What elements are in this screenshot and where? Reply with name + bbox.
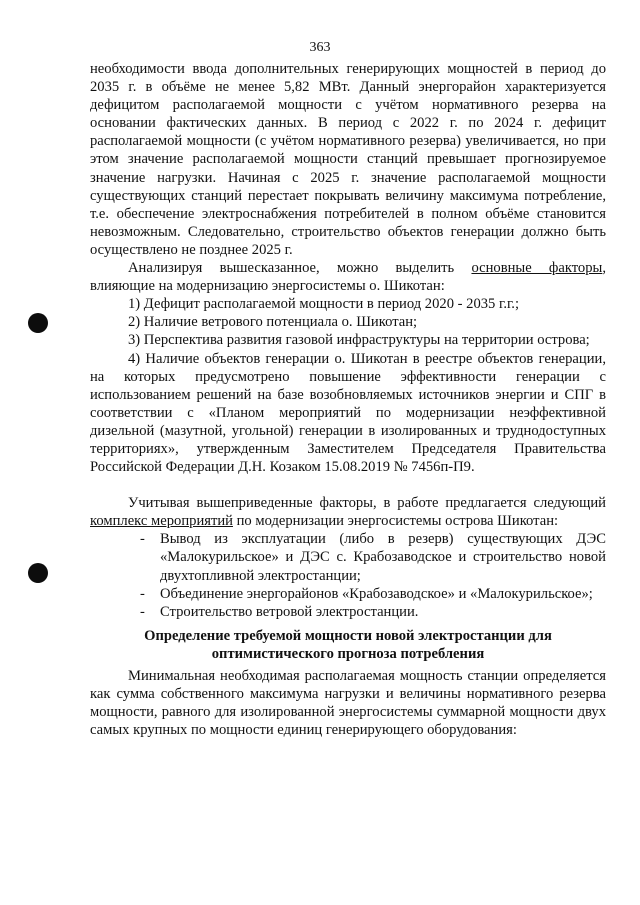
measure-text: Вывод из эксплуатации (либо в резерв) существующих ДЭС «Малокурильское» и ДЭС с. Крабозаводское и строительство новой двухтопливной электростанции; bbox=[160, 531, 606, 584]
paragraph-deficit: необходимости ввода дополнительных генерирующих мощностей в период до 2035 г. в объёме не менее 5,82 МВт. Данный энергорайон характеризуется дефицитом располагаемой мощности с учётом нормативного резерва на основании фактических данных. В период с 2022 г. по 2024 г. дефицит располагаемой мощности (с учётом нормативного резерва) увеличивается, но при этом значение располагаемой мощности станций превышает прогнозируемое значение нагрузки. Начиная с 2025 г. значение располагаемой мощности существующих станций перестает покрывать величину максимума потребление, т.е. обеспечение электроснабжения потребителей в полном объёме становится невозможным. Следовательно, строительство объектов генерации должно быть осуществлено не позднее 2025 г. bbox=[90, 61, 606, 258]
list-item bbox=[140, 530, 606, 584]
measure-text: Объединение энергорайонов «Крабозаводское» и «Малокурильское»; bbox=[160, 585, 593, 602]
dash-bullet-icon: - bbox=[140, 531, 145, 548]
section-heading: Определение требуемой мощности новой электростанции для оптимистического прогноза потребления bbox=[144, 627, 552, 662]
dash-bullet-icon: - bbox=[140, 585, 145, 602]
measure-text: Строительство ветровой электростанции. bbox=[160, 603, 419, 620]
factors-intro-end: , влияющие на модернизацию энергосистемы о. Шикотан: bbox=[90, 260, 606, 295]
paragraph-min-power: Минимальная необходимая располагаемая мощность станции определяется как сумма собственного максимума нагрузки и величины нормативного резерва мощности, равного для изолированной энергосистемы суммарной мощности двух самых крупных по мощности единиц генерирующего оборудования: bbox=[90, 668, 606, 739]
page-body bbox=[90, 60, 606, 739]
factor-item: 2) Наличие ветрового потенциала о. Шикотан; bbox=[128, 314, 418, 331]
factor-item: 4) Наличие объектов генерации о. Шикотан в реестре объектов генерации, на которых предусмотрено повышение эффективности генерации с использованием решений на базе возобновляемых источников энергии и СПГ в соответствии с «Планом мероприятий по модернизации неэффективной дизельной (мазутной, угольной) генерации в изолированных и труднодоступных территориях», утвержденным Заместителем Председателя Правительства Российской Федерации Д.Н. Козаком 15.08.2019 № 7456п-П9. bbox=[90, 350, 606, 476]
list-item bbox=[140, 603, 606, 621]
measures-intro-text: Учитывая вышеприведенные факторы, в работе предлагается следующий bbox=[128, 495, 606, 512]
factor-item: 3) Перспектива развития газовой инфраструктуры на территории острова; bbox=[128, 332, 590, 349]
factors-intro bbox=[90, 259, 606, 295]
measures-intro bbox=[90, 494, 606, 530]
dash-bullet-icon: - bbox=[140, 603, 145, 620]
measures-list bbox=[90, 530, 606, 620]
factors-intro-underlined: основные факторы bbox=[471, 260, 603, 277]
measures-intro-underlined: комплекс мероприятий bbox=[90, 513, 233, 530]
binder-hole-icon bbox=[28, 563, 48, 583]
list-item bbox=[140, 585, 606, 603]
binder-hole-icon bbox=[28, 313, 48, 333]
paragraph-spacer bbox=[90, 476, 606, 494]
factor-item: 1) Дефицит располагаемой мощности в период 2020 - 2035 г.г.; bbox=[128, 296, 520, 313]
page-number: 363 bbox=[309, 40, 331, 55]
factors-intro-text: Анализируя вышесказанное, можно выделить bbox=[128, 260, 472, 277]
measures-intro-end: по модернизации энергосистемы острова Шикотан: bbox=[232, 513, 559, 530]
